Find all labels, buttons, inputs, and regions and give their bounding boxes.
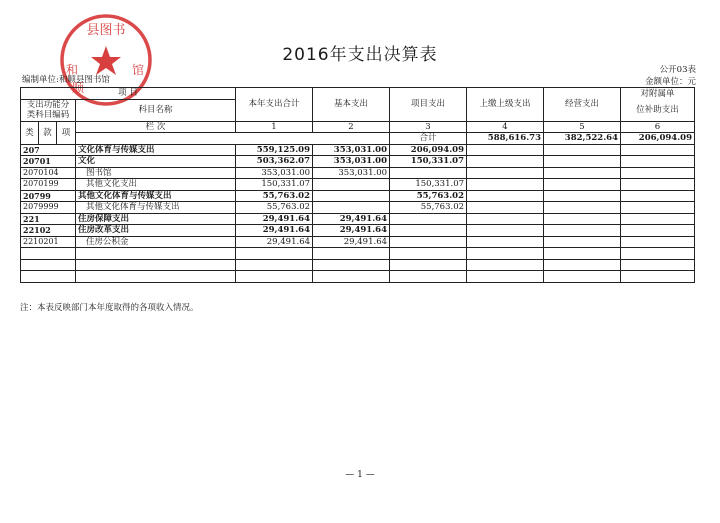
subject-name-cell: 图书馆 (76, 167, 236, 179)
compiling-unit-label: 编制单位: (22, 75, 59, 85)
col-subsidy-header-b: 位补助支出 (621, 99, 695, 121)
code-cell: 2070199 (21, 179, 76, 191)
business-cell (544, 190, 621, 202)
table-note: 注：本表反映部门本年度取得的各项收入情况。 (20, 303, 199, 313)
subsidy-cell (621, 167, 695, 179)
basic-cell (313, 248, 390, 260)
code-cell: 2070104 (21, 167, 76, 179)
table-row (21, 167, 695, 179)
subject-name-cell: 住房公积金 (76, 236, 236, 248)
col-number-2: 2 (313, 121, 390, 133)
project-cell (390, 271, 467, 283)
subject-name-cell: 其他文化体育与传媒支出 (76, 190, 236, 202)
upper-cell (467, 167, 544, 179)
business-cell (544, 236, 621, 248)
subject-name-cell: 其他文化体育与传媒支出 (76, 202, 236, 214)
upper-cell (467, 248, 544, 260)
col-number-6: 6 (621, 121, 695, 133)
col-upper-header: 上缴上级支出 (467, 88, 544, 122)
basic-cell: 353,031.00 (313, 144, 390, 156)
svg-text:顺: 顺 (71, 81, 85, 95)
col-project-header: 项目支出 (390, 88, 467, 122)
project-cell: 150,331.07 (390, 179, 467, 191)
table-row (21, 271, 695, 283)
subsidy-cell (621, 236, 695, 248)
subsidy-cell (621, 202, 695, 214)
subject-name-cell: 住房改革支出 (76, 225, 236, 237)
total-cell: 29,491.64 (236, 236, 313, 248)
project-cell: 55,763.02 (390, 190, 467, 202)
total-cell (236, 248, 313, 260)
project-cell (390, 213, 467, 225)
code-cell (21, 271, 76, 283)
col-number-1: 1 (236, 121, 313, 133)
basic-cell: 29,491.64 (313, 225, 390, 237)
business-cell (544, 271, 621, 283)
table-row (21, 225, 695, 237)
project-cell (390, 248, 467, 260)
subsidy-cell (621, 271, 695, 283)
compiling-unit (22, 73, 110, 85)
basic-cell: 29,491.64 (313, 236, 390, 248)
subsidy-cell (621, 190, 695, 202)
page-title: 2016年支出决算表 (282, 45, 438, 65)
svg-text:馆: 馆 (131, 63, 145, 77)
upper-cell (467, 156, 544, 168)
table-row (21, 213, 695, 225)
business-cell (544, 144, 621, 156)
basic-cell (313, 259, 390, 271)
subsidy-cell (621, 225, 695, 237)
upper-cell (467, 144, 544, 156)
header-row-4 (21, 121, 695, 133)
upper-cell (467, 190, 544, 202)
code-cell: 20701 (21, 156, 76, 168)
table-row (21, 248, 695, 260)
subject-name-cell: 合计 (390, 133, 467, 145)
col-number-5: 5 (544, 121, 621, 133)
subject-name-cell (76, 248, 236, 260)
project-cell (390, 167, 467, 179)
compiling-unit-name: 和顺县图书馆 (58, 75, 110, 85)
col-subsidy-header-a: 对附属单 (621, 88, 695, 100)
subject-name-cell (76, 271, 236, 283)
svg-text:和: 和 (65, 63, 79, 77)
table-row (21, 236, 695, 248)
total-cell: 559,125.09 (236, 144, 313, 156)
lanci-header: 栏 次 (76, 121, 236, 133)
upper-cell (467, 225, 544, 237)
code-cell (21, 248, 76, 260)
upper-cell (467, 179, 544, 191)
basic-cell: 382,522.64 (544, 133, 621, 145)
upper-cell (467, 259, 544, 271)
subject-name-cell: 文化 (76, 156, 236, 168)
code-cell: 207 (21, 144, 76, 156)
code-cell: 2210201 (21, 236, 76, 248)
business-cell (544, 225, 621, 237)
project-cell: 150,331.07 (390, 156, 467, 168)
business-cell (544, 213, 621, 225)
code-cell: 20799 (21, 190, 76, 202)
subject-name-cell: 文化体育与传媒支出 (76, 144, 236, 156)
basic-cell: 353,031.00 (313, 167, 390, 179)
project-cell (390, 259, 467, 271)
business-cell (544, 179, 621, 191)
total-cell: 29,491.64 (236, 213, 313, 225)
subsidy-cell (621, 259, 695, 271)
code-cell: 2079999 (21, 202, 76, 214)
subject-name-cell: 住房保障支出 (76, 213, 236, 225)
subject-name-cell: 其他文化支出 (76, 179, 236, 191)
table-row (21, 179, 695, 191)
lei-header: 类 (21, 121, 39, 144)
col-business-header: 经营支出 (544, 88, 621, 122)
expenditure-table (20, 87, 695, 283)
table-row (21, 133, 695, 145)
func-class-header-b: 类科目编码 (21, 110, 76, 121)
subsidy-cell (621, 144, 695, 156)
col-number-4: 4 (467, 121, 544, 133)
upper-cell (467, 213, 544, 225)
business-cell (544, 248, 621, 260)
project-cell: 55,763.02 (390, 202, 467, 214)
basic-cell: 353,031.00 (313, 156, 390, 168)
code-cell (21, 259, 76, 271)
item-header: 项 目 (21, 88, 236, 100)
table-row (21, 190, 695, 202)
project-cell (390, 236, 467, 248)
total-cell: 55,763.02 (236, 190, 313, 202)
upper-cell (467, 271, 544, 283)
subject-name-cell (76, 259, 236, 271)
upper-cell (467, 202, 544, 214)
business-cell (544, 156, 621, 168)
table-row (21, 144, 695, 156)
code-cell: 221 (21, 213, 76, 225)
total-cell: 353,031.00 (236, 167, 313, 179)
basic-cell (313, 190, 390, 202)
currency-unit: 金额单位：元 (644, 77, 696, 87)
subsidy-cell (621, 248, 695, 260)
subsidy-cell (621, 179, 695, 191)
total-cell (236, 259, 313, 271)
business-cell (544, 259, 621, 271)
subsidy-cell (621, 213, 695, 225)
subject-name-header: 科目名称 (76, 99, 236, 121)
project-cell: 206,094.09 (390, 144, 467, 156)
form-number: 公开03表 (659, 65, 696, 75)
total-cell: 150,331.07 (236, 179, 313, 191)
total-cell (236, 271, 313, 283)
basic-cell (313, 179, 390, 191)
table-row (21, 202, 695, 214)
project-cell (390, 225, 467, 237)
table-row (21, 156, 695, 168)
col-basic-header: 基本支出 (313, 88, 390, 122)
svg-text:县图书: 县图书 (86, 23, 126, 38)
func-class-header-a: 支出功能分 (21, 99, 76, 110)
col-total-header: 本年支出合计 (236, 88, 313, 122)
table-row (21, 259, 695, 271)
basic-cell (313, 271, 390, 283)
header-row-1 (21, 88, 695, 100)
total-cell: 55,763.02 (236, 202, 313, 214)
kuan-header: 款 (39, 121, 57, 144)
code-cell: 22102 (21, 225, 76, 237)
upper-cell (467, 236, 544, 248)
basic-cell: 29,491.64 (313, 213, 390, 225)
business-cell (544, 202, 621, 214)
page-number: — 1 — (345, 470, 375, 480)
col-number-3: 3 (390, 121, 467, 133)
basic-cell (313, 202, 390, 214)
total-cell: 29,491.64 (236, 225, 313, 237)
subsidy-cell (621, 156, 695, 168)
code-cell (76, 133, 390, 145)
total-cell: 588,616.73 (467, 133, 544, 145)
business-cell (544, 167, 621, 179)
total-cell: 503,362.07 (236, 156, 313, 168)
xiang-header: 项 (57, 121, 76, 144)
project-cell: 206,094.09 (621, 133, 695, 145)
